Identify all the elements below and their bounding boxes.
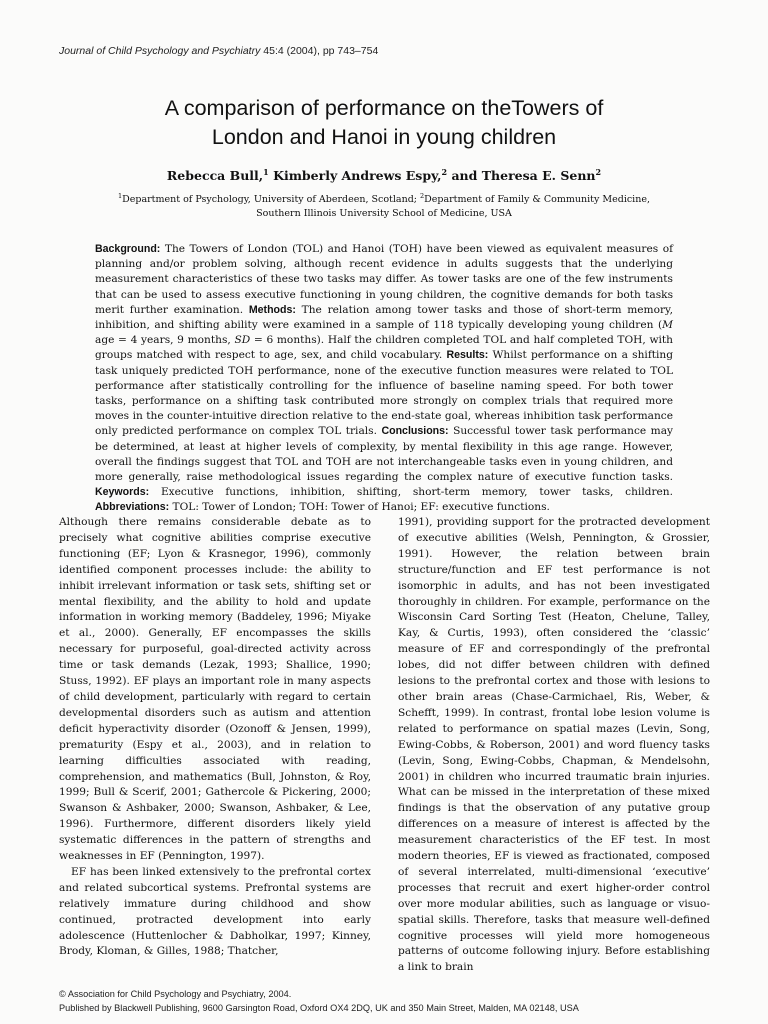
methods-sd: SD <box>234 334 251 347</box>
affiliations <box>80 189 688 221</box>
affil-sup-1: 1 <box>118 192 123 200</box>
journal-name: Journal of Child Psychology and Psychiatry <box>59 45 261 57</box>
results-text: Whilst performance on a shifting task uniquely predicted TOH performance, none of the executive function measures were related to TOL performance after statistically controlling for the influence of baseline naming speed. For both tower tasks, performance on a shifting task contributed more strongly on complex trials that required more moves in the counter-intuitive direction relative to the end-state goal, whereas inhibition task performance only predicted performance on complex TOL trials. <box>95 349 673 438</box>
copyright-line: © Association for Child Psychology and Psychiatry, 2004. <box>59 989 292 999</box>
article-title <box>60 94 708 152</box>
page-footer <box>59 987 719 1015</box>
results-label: Results: <box>446 349 489 362</box>
author-and: and <box>451 168 478 184</box>
affiliation-2: Department of Family & Community Medicine, <box>424 194 650 206</box>
background-text: The Towers of London (TOL) and Hanoi (TOH) have been viewed as equivalent measures of planning and/or problem solving, although recent evidence in adults suggests that the underlying measurement characteristics of these two tasks may differ. As tower tasks are one of the few instruments that can be used to assess executive functioning in young children, the cognitive demands for both tasks merit further examination. <box>95 243 673 316</box>
conclusions-label: Conclusions: <box>381 425 449 438</box>
journal-citation <box>59 45 378 57</box>
author-3: Theresa E. Senn <box>481 168 596 184</box>
methods-m: M <box>662 319 673 332</box>
affiliation-line-1 <box>80 189 688 207</box>
title-line-1: A comparison of performance on theTowers of <box>164 96 604 120</box>
author-2: Kimberly Andrews Espy, <box>273 168 442 184</box>
body-paragraph: Although there remains considerable debate as to precisely what cognitive abilities comprise executive functioning (EF; Lyon & Krasnegor, 1996), commonly identified component processes include: the ability to inhibit irrelevant information or task sets, shifting set or mental flexibility, and the ability to hold and update information in working memory (Baddeley, 1996; Miyake et al., 2000). Generally, EF encompasses the skills necessary for purposeful, goal-directed activity across time or task demands (Lezak, 1993; Shallice, 1990; Stuss, 1992). EF plays an important role in many aspects of child development, particularly with regard to certain developmental disorders such as autism and attention deficit hyperactivity disorder (Ozonoff & Jensen, 1999), prematurity (Espy et al., 2003), and in relation to learning difficulties associated with reading, comprehension, and mathematics (Bull, Johnston, & Roy, 1999; Bull & Scerif, 2001; Gathercole & Pickering, 2000; Swanson & Ashbaker, 2000; Swanson, Ashbaker, & Lee, 1996). Furthermore, different disorders likely yield systematic differences in the pattern of strengths and weaknesses in EF (Pennington, 1997). <box>59 516 371 863</box>
methods-text-2: age = 4 years, 9 months, <box>95 334 235 347</box>
methods-label: Methods: <box>248 303 296 316</box>
affil-sup-2: 2 <box>420 192 425 200</box>
journal-details: 45:4 (2004), pp 743–754 <box>263 45 379 57</box>
abbreviations-label: Abbreviations: <box>95 501 170 514</box>
author-3-affil: 2 <box>595 167 602 177</box>
abstract <box>95 242 673 516</box>
affiliation-line-2: Southern Illinois University School of Medicine, USA <box>256 208 512 220</box>
keywords-label: Keywords: <box>95 486 150 499</box>
methods-text-3: = 6 months). Half the children completed TOL and half completed TOH, with groups matched with respect to age, sex, and child vocabulary. <box>95 334 673 362</box>
author-2-affil: 2 <box>441 167 448 177</box>
body-paragraph: EF has been linked extensively to the prefrontal cortex and related subcortical systems. Prefrontal systems are relatively immature during childhood and show continued, protracted development into early adolescence (Huttenlocher & Dabholkar, 1997; Kinney, Brody, Kloman, & Gilles, 1988; Thatcher, <box>59 865 371 958</box>
author-1: Rebecca Bull, <box>166 168 264 184</box>
body-column-right <box>398 515 710 976</box>
body-column-left <box>59 515 371 960</box>
author-list <box>60 167 708 183</box>
abbreviations-text: TOL: Tower of London; TOH: Tower of Hanoi; EF: executive functions. <box>172 501 550 514</box>
affiliation-1: Department of Psychology, University of Aberdeen, Scotland; <box>122 194 417 206</box>
title-line-2: London and Hanoi in young children <box>211 125 557 149</box>
author-1-affil: 1 <box>263 167 269 177</box>
background-label: Background: <box>95 243 161 255</box>
methods-text-1: The relation among tower tasks and those of short-term memory, inhibition, and shifting ability were examined in a sample of 118 typically developing young children ( <box>95 303 673 332</box>
body-paragraph: 1991), providing support for the protracted development of executive abilities (Welsh, Pennington, & Grossier, 1991). However, the relation between brain structure/function and EF test performance is not isomorphic in adults, and has not been investigated thoroughly in children. For example, performance on the Wisconsin Card Sorting Test (Heaton, Chelune, Talley, Kay, & Curtis, 1993), often considered the ‘classic’ measure of EF and correspondingly of the prefrontal lobes, did not differ between children with defined lesions to the prefrontal cortex and those with lesions to other brain areas (Chase-Carmichael, Ris, Weber, & Schefft, 1999). In contrast, frontal lobe lesion volume is related to performance on spatial mazes (Levin, Song, Ewing-Cobbs, & Roberson, 2001) and word fluency tasks (Levin, Song, Ewing-Cobbs, Chapman, & Mendelsohn, 2001) in children who incurred traumatic brain injuries. What can be missed in the interpretation of these mixed findings is that the observation of any putative group differences on a measure of interest is affected by the measurement characteristics of the EF test. In most modern theories, EF is viewed as fractionated, composed of several interrelated, multi-dimensional ‘executive’ processes that recruit and exert higher-order control over more modular abilities, such as language or visuo-spatial skills. Therefore, tasks that measure well-defined cognitive processes will yield more homogeneous patterns of outcome following injury. Before establishing a link to brain <box>398 516 710 974</box>
conclusions-text: Successful tower task performance may be determined, at least at higher levels of complexity, by mental flexibility in this age range. However, overall the findings suggest that TOL and TOH are not interchangeable tasks even in young children, and more generally, raise methodological issues regarding the complex nature of executive function tasks. <box>95 425 673 484</box>
keywords-text: Executive functions, inhibition, shifting, short-term memory, tower tasks, children. <box>160 486 673 499</box>
publisher-line: Published by Blackwell Publishing, 9600 Garsington Road, Oxford OX4 2DQ, UK and 350 Main Street, Malden, MA 02148, USA <box>59 1003 579 1013</box>
